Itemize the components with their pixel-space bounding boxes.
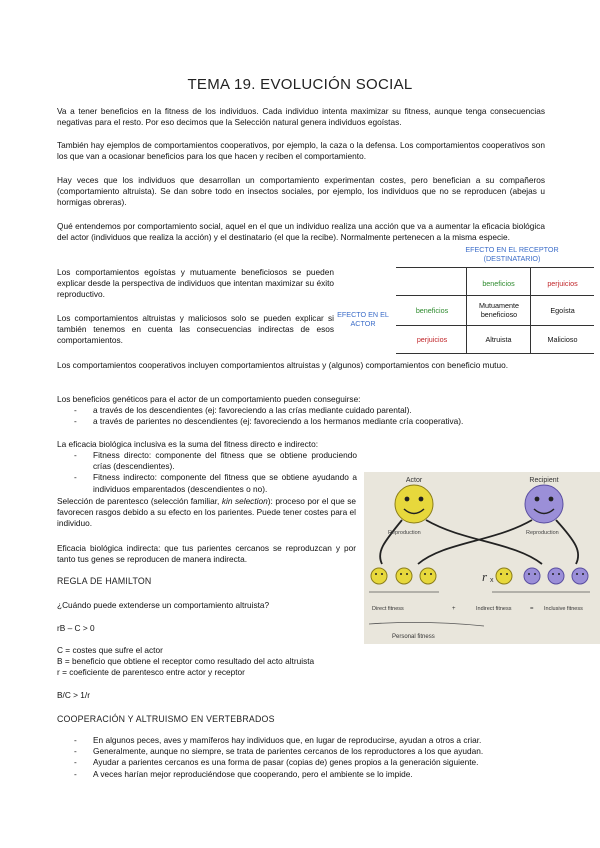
relatedness-symbol: r bbox=[482, 569, 488, 584]
paragraph-inclusive: La eficacia biológica inclusiva es la suma del fitness directo e indirecto: bbox=[57, 439, 319, 449]
indirect-fitness-label: Indirect fitness bbox=[476, 606, 512, 612]
reproduction-right-label: Reproduction bbox=[526, 530, 559, 536]
actor-face-icon bbox=[395, 485, 433, 523]
list-item: - Fitness indirecto: componente del fitness que se obtiene ayudando a individuos emparentados (descendientes o no). bbox=[57, 472, 357, 494]
cell-malicious: Malicioso bbox=[547, 335, 578, 344]
row-beneficios: beneficios bbox=[415, 306, 449, 315]
paragraph-altruist: Hay veces que los individuos que desarrollan un comportamiento experimentan costes, pero benefician a su compañeros (comportamiento altruista). Se dan sobre todo en insectos sociales, por ejemplo, los individuos que no se reproducen (abejas u hormigas obreras). bbox=[57, 175, 545, 208]
paragraph-cooperative: También hay ejemplos de comportamientos cooperativos, por ejemplo, la caza o la defensa. Los comportamientos cooperativos son los que van a ocasionar beneficios para los que hacen y reciben el comportamiento. bbox=[57, 140, 545, 162]
paragraph-intro: Va a tener beneficios en la fitness de los individuos. Cada individuo intenta maximizar su fitness, aunque tenga consecuencias negativas para el resto. Por eso decimos que la Selección natural genera individuos egoístas. bbox=[57, 106, 545, 128]
hamilton-heading: REGLA DE HAMILTON bbox=[57, 576, 152, 586]
svg-text:+: + bbox=[452, 606, 456, 612]
vertebrates-heading: COOPERACIÓN Y ALTRUISMO EN VERTEBRADOS bbox=[57, 714, 275, 724]
actor-label: Actor bbox=[405, 477, 423, 484]
list-item: - Generalmente, aunque no siempre, se trata de parientes cercanos de los reproductores a los que ayudan. bbox=[57, 746, 557, 757]
actor-header: EFECTO EN EL ACTOR bbox=[337, 310, 389, 328]
paragraph-cooperative-includes: Los comportamientos cooperativos incluyen comportamientos altruistas y (algunos) comportamientos con beneficio mutuo. bbox=[57, 360, 509, 370]
hamilton-def-r: r = coeficiente de parentesco entre actor y receptor bbox=[57, 667, 245, 677]
benefits-list bbox=[57, 405, 537, 427]
paragraph-social-behaviour: Qué entendemos por comportamiento social, aquel en el que un individuo realiza una acción que va a aumentar la eficacia biológica del actor (individuos que realiza la acción) y el destinatario (el que la recibe). Normalmente pertenecen a la misma especie. bbox=[57, 221, 545, 243]
fitness-list bbox=[57, 450, 357, 495]
reproduction-left-label: Reproduction bbox=[388, 530, 421, 536]
behaviour-table bbox=[334, 244, 594, 354]
paragraph-genetic-benefits: Los beneficios genéticos para el actor de un comportamiento pueden conseguirse: bbox=[57, 394, 361, 404]
hamilton-rule: rB – C > 0 bbox=[57, 623, 95, 633]
hamilton-def-b: B = beneficio que obtiene el receptor como resultado del acto altruista bbox=[57, 656, 315, 666]
col-perjuicios: perjuicios bbox=[547, 279, 578, 288]
list-item: - a través de parientes no descendientes (ej: favoreciendo a los hermanos mediante cría cooperativa). bbox=[57, 416, 537, 427]
paragraph-malicious: Los comportamientos altruistas y maliciosos solo se pueden explicar si también tenemos en cuenta las consecuencias indirectas de esos comportamientos. bbox=[57, 313, 334, 346]
svg-text:=: = bbox=[530, 606, 534, 612]
cell-altruist: Altruista bbox=[485, 335, 512, 344]
inclusive-fitness-figure bbox=[364, 472, 600, 644]
hamilton-ratio: B/C > 1/r bbox=[57, 690, 90, 700]
vertebrates-list bbox=[57, 735, 557, 780]
receptor-header: EFECTO EN EL RECEPTOR (DESTINATARIO) bbox=[465, 245, 559, 263]
recipient-face-icon bbox=[525, 485, 563, 523]
recipient-label: Recipient bbox=[529, 477, 559, 484]
list-item: - A veces harían mejor reproduciéndose que cooperando, pero el ambiente se lo impide. bbox=[57, 769, 557, 780]
hamilton-def-c: C = costes que sufre el actor bbox=[57, 645, 163, 655]
hamilton-question: ¿Cuándo puede extenderse un comportamiento altruista? bbox=[57, 600, 270, 610]
row-perjuicios: perjuicios bbox=[416, 335, 448, 344]
paragraph-egoist: Los comportamientos egoístas y mutuamente beneficiosos se pueden explicar desde la perspectiva de individuos que intentan maximizar su éxito reproductivo. bbox=[57, 267, 334, 300]
paragraph-indirect: Eficacia biológica indirecta: que tus parientes cercanos se reproduzcan y por tanto tus genes se reproducen de manera indirecta. bbox=[57, 543, 356, 565]
personal-fitness-label: Personal fitness bbox=[392, 634, 435, 640]
col-beneficios: beneficios bbox=[482, 279, 515, 288]
list-item: - Ayudar a parientes cercanos es una forma de pasar (copias de) genes propios a la generación siguiente. bbox=[57, 757, 557, 768]
page-title: TEMA 19. EVOLUCIÓN SOCIAL bbox=[187, 76, 413, 93]
list-item: - Fitness directo: componente del fitness que se obtiene produciendo crías (descendientes). bbox=[57, 450, 357, 472]
cell-mutual: Mutuamente beneficioso bbox=[479, 301, 519, 319]
cell-egoist: Egoísta bbox=[550, 306, 575, 315]
direct-fitness-label: Direct fitness bbox=[372, 606, 404, 612]
list-item: - a través de los descendientes (ej: favoreciendo a las crías mediante cuidado parental). bbox=[57, 405, 537, 416]
paragraph-kin-selection: Selección de parentesco (selección familiar, kin selection): proceso por el que se favorecen rasgos debido a su efecto en los parientes. Puede tener costes para el individuo. bbox=[57, 496, 356, 529]
svg-text:x: x bbox=[490, 577, 494, 584]
inclusive-fitness-label: Inclusive fitness bbox=[544, 606, 583, 612]
list-item: - En algunos peces, aves y mamíferos hay individuos que, en lugar de reproducirse, ayudan a otros a criar. bbox=[57, 735, 557, 746]
